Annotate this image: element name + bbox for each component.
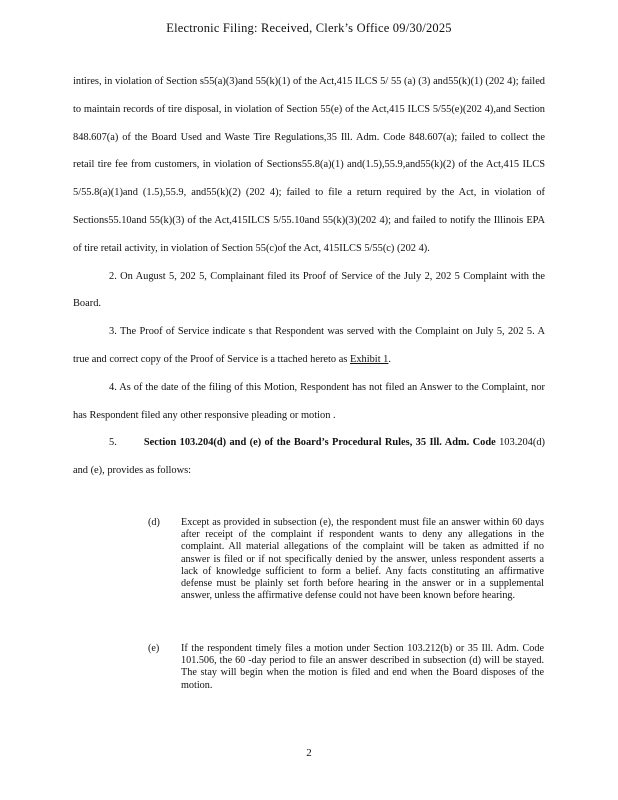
document-body [73, 68, 545, 485]
paragraph-2: 2. On August 5, 202 5, Complainant filed its Proof of Service of the July 2, 202 5 Complaint with the Board. [73, 270, 545, 310]
paragraph-5 [73, 429, 545, 485]
paragraph-4: 4. As of the date of the filing of this Motion, Respondent has not filed an Answer to the Complaint, nor has Respondent filed any other responsive pleading or motion . [73, 381, 545, 421]
paragraph-5-text: 103.204(d) and (e), provides as follows: [73, 437, 545, 477]
paragraph-3 [73, 318, 545, 374]
rule-e-label: (e) [148, 643, 160, 654]
allegations-paragraph: intires, in violation of Section s55(a)(3)and 55(k)(1) of the Act,415 ILCS 5/ 55 (a) (3) and55(k)(1) (202 4); failed to maintain records of tire disposal, in violation of Section 55(e) of the Act,415 ILCS 5/55(e)(202 4),and Section 848.607(a) of the Board Used and Waste Tire Regulations,35 Ill. Adm. Code 848.607(a); failed to collect the retail tire fee from customers, in violation of Sections55.8(a)(1) and(1.5),55.9,and55(k)(2) of the Act,415 ILCS 5/55.8(a)(1)and (1.5),55.9, and55(k)(2) (202 4); failed to file a return required by the Act, in violation of Sections55.10and 55(k)(3) of the Act,415ILCS 5/55.10and 55(k)(3)(202 4); and failed to notify the Illinois EPA of tire retail activity, in violation of Section 55(c)of the Act, 415ILCS 5/55(c) (202 4). [73, 76, 545, 254]
paragraph-3-text: 3. The Proof of Service indicate s that Respondent was served with the Complaint on July 5, 202 5. A true and correct copy of the Proof of Service is a ttached hereto as [73, 326, 545, 365]
paragraph-3-period: . [388, 353, 391, 365]
paragraph-5-heading: Section 103.204(d) and (e) of the Board’s Procedural Rules, 35 Ill. Adm. Code [143, 437, 496, 449]
rule-subsection-e [148, 643, 544, 692]
rule-d-label: (d) [148, 517, 160, 528]
rule-e-text: If the respondent timely files a motion under Section 103.212(b) or 35 Ill. Adm. Code 101.506, the 60 -day period to file an answer described in subsection (d) will be stayed. The stay will begin when the motion is filed and end when the Board disposes of the motion. [181, 643, 544, 691]
paragraph-5-number: 5. [109, 437, 117, 449]
rule-d-text: Except as provided in subsection (e), the respondent must file an answer within 60 days after receipt of the complaint if respondent wants to deny any allegations in the complaint. All material allegations of the complaint will be taken as admitted if no answer is filed or if not specifically denied by the answer, unless respondent asserts a lack of knowledge sufficient to form a belief. Any facts constituting an affirmative defense must be plainly set forth before hearing in the answer or in a supplemental answer, unless the affirmative defense could not have been known before hearing. [181, 517, 544, 602]
rule-subsection-d [148, 517, 544, 602]
filing-stamp-header: Electronic Filing: Received, Clerk’s Office 09/30/2025 [166, 21, 452, 35]
exhibit-1-link[interactable]: Exhibit 1 [349, 353, 389, 365]
page-number: 2 [306, 747, 312, 759]
